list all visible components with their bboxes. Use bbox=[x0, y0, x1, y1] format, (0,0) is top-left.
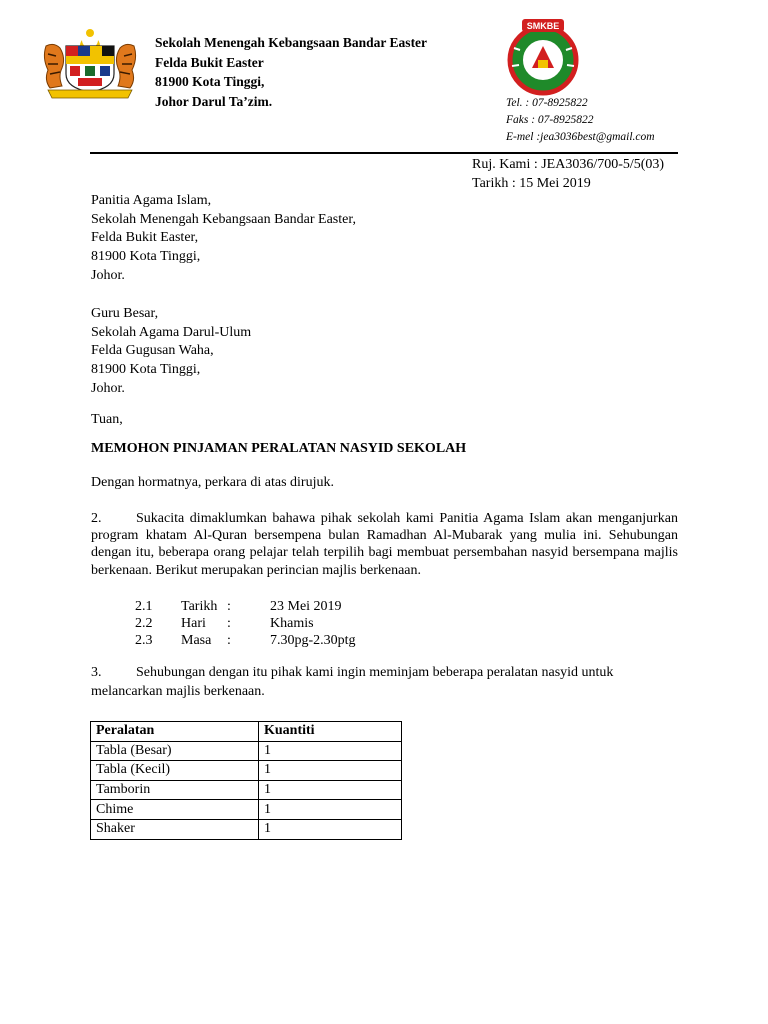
equipment-table bbox=[90, 721, 402, 840]
equipment-quantity: 1 bbox=[259, 800, 402, 820]
address-line: Panitia Agama Islam, bbox=[91, 193, 212, 208]
equipment-quantity: 1 bbox=[259, 780, 402, 800]
email: E-mel :jea3036best@gmail.com bbox=[506, 131, 655, 143]
fax: Faks : 07-8925822 bbox=[506, 114, 594, 126]
paragraph-3 bbox=[91, 664, 678, 701]
school-name: Sekolah Menengah Kebangsaan Bandar Easter bbox=[155, 35, 428, 50]
event-details bbox=[135, 598, 356, 649]
detail-row bbox=[135, 615, 356, 632]
detail-label: Hari bbox=[181, 616, 206, 631]
equipment-quantity: 1 bbox=[259, 741, 402, 761]
equipment-quantity: 1 bbox=[259, 761, 402, 781]
table-row bbox=[91, 819, 402, 839]
detail-number: 2.3 bbox=[135, 633, 153, 648]
table-row bbox=[91, 780, 402, 800]
address-line: 81900 Kota Tinggi, bbox=[91, 249, 201, 265]
equipment-name: Chime bbox=[91, 800, 259, 820]
contact-info bbox=[506, 95, 655, 146]
address-line: Felda Bukit Easter, bbox=[91, 230, 199, 246]
equipment-name: Tabla (Besar) bbox=[91, 741, 259, 761]
detail-label: Masa bbox=[181, 633, 212, 648]
address-line: Guru Besar, bbox=[91, 306, 159, 321]
reference-block bbox=[472, 155, 664, 193]
equipment-name: Tabla (Kecil) bbox=[91, 761, 259, 781]
reference-number: Ruj. Kami : JEA3036/700-5/5(03) bbox=[472, 157, 665, 172]
coat-of-arms-logo bbox=[40, 28, 140, 100]
table-header-row bbox=[91, 722, 402, 742]
header-divider bbox=[90, 152, 678, 154]
table-row bbox=[91, 741, 402, 761]
paragraph-text: Sukacita dimaklumkan bahawa pihak sekolah kami Panitia Agama Islam akan menganjurkan program khatam Al-Quran bersempena bulan Ramadhan Al-Mubarak yang mulia ini. Sehubungan dengan itu, beberapa orang pelajar telah terpilih bagi membuat persembahan nasyid bersempana majlis berkenaan. Berikut merupakan perincian majlis berkenaan. bbox=[91, 511, 678, 578]
detail-value: 23 Mei 2019 bbox=[270, 599, 342, 614]
equipment-quantity: 1 bbox=[259, 819, 402, 839]
table-row bbox=[91, 761, 402, 781]
address-line: Sekolah Agama Darul-Ulum bbox=[91, 324, 252, 340]
opening-line: Dengan hormatnya, perkara di atas dirujuk. bbox=[91, 475, 334, 490]
detail-separator: : bbox=[227, 616, 231, 631]
school-address-line: Felda Bukit Easter bbox=[155, 54, 264, 70]
paragraph-number: 3. bbox=[91, 665, 102, 680]
sender-address bbox=[91, 192, 356, 286]
address-line: Felda Gugusan Waha, bbox=[91, 343, 214, 359]
detail-separator: : bbox=[227, 599, 231, 614]
equipment-name: Shaker bbox=[91, 819, 259, 839]
salutation: Tuan, bbox=[91, 412, 123, 427]
detail-number: 2.1 bbox=[135, 599, 153, 614]
detail-number: 2.2 bbox=[135, 616, 153, 631]
paragraph-2 bbox=[91, 510, 678, 579]
address-line: 81900 Kota Tinggi, bbox=[91, 362, 201, 378]
school-letterhead bbox=[155, 33, 427, 111]
detail-separator: : bbox=[227, 633, 231, 648]
address-line: Johor. bbox=[91, 380, 125, 396]
column-header: Peralatan bbox=[91, 722, 259, 742]
paragraph-text: Sehubungan dengan itu pihak kami ingin meminjam beberapa peralatan nasyid untuk melancarkan majlis berkenaan. bbox=[91, 665, 614, 699]
column-header: Kuantiti bbox=[259, 722, 402, 742]
letter-subject: MEMOHON PINJAMAN PERALATAN NASYID SEKOLAH bbox=[91, 441, 467, 456]
address-line: Sekolah Menengah Kebangsaan Bandar Easter, bbox=[91, 211, 356, 227]
recipient-address bbox=[91, 305, 251, 399]
school-address-line: 81900 Kota Tinggi, bbox=[155, 74, 265, 89]
detail-value: 7.30pg-2.30ptg bbox=[270, 633, 356, 648]
table-row bbox=[91, 800, 402, 820]
school-address-line: Johor Darul Ta’zim. bbox=[155, 93, 273, 109]
school-logo-text: SMKBE bbox=[526, 21, 560, 31]
telephone: Tel. : 07-8925822 bbox=[506, 97, 588, 109]
detail-row bbox=[135, 632, 356, 649]
detail-row bbox=[135, 598, 356, 615]
letter-date: Tarikh : 15 Mei 2019 bbox=[472, 176, 591, 191]
school-logo bbox=[500, 18, 586, 96]
equipment-name: Tamborin bbox=[91, 780, 259, 800]
detail-value: Khamis bbox=[270, 616, 314, 631]
paragraph-number: 2. bbox=[91, 511, 102, 526]
detail-label: Tarikh bbox=[181, 599, 218, 614]
address-line: Johor. bbox=[91, 267, 125, 283]
